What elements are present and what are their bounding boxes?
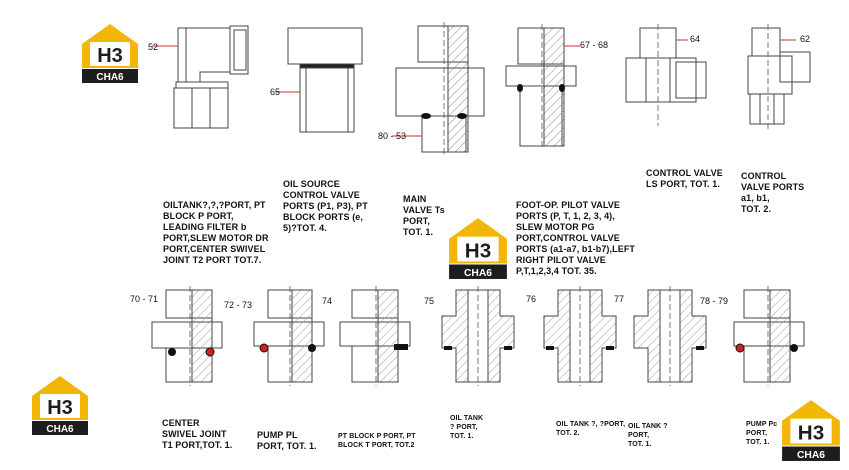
fitting-75: [438, 288, 528, 388]
fitting-64-tee: [626, 26, 716, 136]
h3-logo-bottom-left: [30, 374, 90, 436]
logo-top-text: H3: [47, 397, 73, 419]
h3-logo-top-left: [80, 22, 140, 84]
fitting-62-elbow: [740, 26, 830, 136]
logo-bottom-text: CHA6: [46, 424, 74, 435]
label-oil-tank-2: OIL TANK ?, ?PORT, TOT. 2.: [556, 421, 626, 437]
logo-top-text: H3: [464, 239, 492, 263]
label-foot-op-pilot: FOOT-OP. PILOT VALVE PORTS (P, T, 1, 2, 3, 4), SLEW MOTOR PG PORT,CONTROL VALVE PORTS (a1-a7, b1-b7),LEFT RIGHT PILOT VALVE P,T,1,2,3,4 TOT. 35.: [516, 200, 636, 276]
part-number-77: 77: [614, 294, 625, 304]
part-number-65: 65: [270, 87, 281, 97]
part-number-76: 76: [526, 294, 537, 304]
h3-logo-bottom-right: [780, 398, 842, 462]
fitting-52-elbow: [160, 20, 260, 130]
logo-bottom-text: CHA6: [463, 267, 493, 279]
label-main-valve: MAIN VALVE Ts PORT, TOT. 1.: [403, 194, 445, 237]
label-control-ls: CONTROL VALVE LS PORT, TOT. 1.: [646, 168, 723, 189]
label-pump-pl: PUMP PL PORT, TOT. 1.: [257, 430, 317, 451]
label-oil-tank-1: OIL TANK ? PORT, TOT. 1.: [450, 415, 484, 440]
part-number-75: 75: [424, 296, 435, 306]
part-number-78-79: 78 - 79: [700, 296, 729, 306]
part-number-80-53: 80 - 53: [378, 131, 407, 141]
part-number-72-73: 72 - 73: [224, 300, 253, 310]
label-pump-pc: PUMP Pc PORT, TOT. 1.: [746, 421, 778, 446]
part-number-64: 64: [690, 34, 701, 44]
part-number-70-71: 70 - 71: [130, 294, 159, 304]
logo-top-text: H3: [797, 421, 825, 445]
fitting-65-plug: [286, 26, 366, 136]
fitting-78-79: [732, 288, 812, 388]
label-oiltank-ports: OILTANK?,?,?PORT, PT BLOCK P PORT, LEADING FILTER b PORT,SLEW MOTOR DR PORT,CENTER SWIVEL JOINT T2 PORT TOT.7.: [163, 200, 269, 265]
logo-bottom-text: CHA6: [796, 449, 826, 461]
label-oil-source: OIL SOURCE CONTROL VALVE PORTS (P1, P3), PT BLOCK PORTS (e, 5)?TOT. 4.: [283, 179, 368, 233]
part-number-67-68: 67 - 68: [580, 40, 609, 50]
fitting-70-71: [150, 288, 230, 388]
fitting-72-73: [252, 288, 332, 388]
h3-logo-center: [446, 216, 510, 280]
part-number-62: 62: [800, 34, 811, 44]
label-pt-block: PT BLOCK P PORT, PT BLOCK T PORT, TOT.2: [338, 433, 416, 449]
label-center-swivel: CENTER SWIVEL JOINT T1 PORT,TOT. 1.: [162, 418, 233, 450]
fitting-74: [338, 288, 418, 388]
part-number-74: 74: [322, 296, 333, 306]
part-number-52: 52: [148, 42, 159, 52]
logo-top-text: H3: [97, 45, 123, 67]
logo-bottom-text: CHA6: [96, 72, 124, 83]
label-control-ab: CONTROL VALVE PORTS a1, b1, TOT. 2.: [741, 171, 805, 214]
label-oil-tank-3: OIL TANK ? PORT, TOT. 1.: [628, 423, 668, 448]
fitting-80-53: [396, 24, 496, 154]
